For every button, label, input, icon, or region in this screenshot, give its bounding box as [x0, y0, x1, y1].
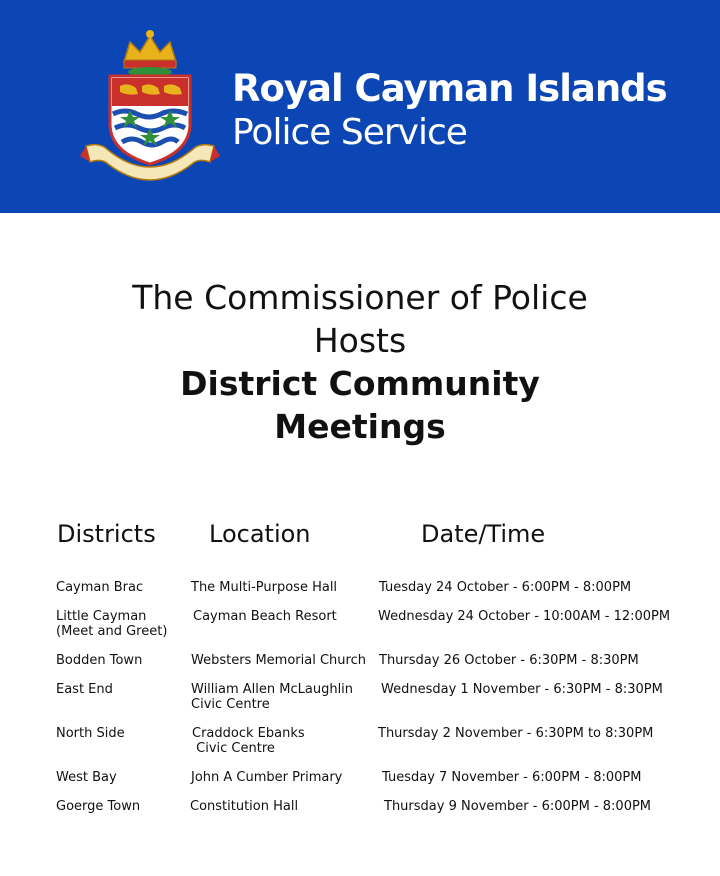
location-cell: John A Cumber Primary [191, 770, 343, 785]
title-line4: Meetings [274, 407, 446, 446]
datetime-cell: Wednesday 24 October - 10:00AM - 12:00PM [378, 609, 671, 624]
datetime-cell: Wednesday 1 November - 6:30PM - 8:30PM [381, 682, 663, 697]
district-cell: Cayman Brac [56, 580, 144, 595]
location-cell: Websters Memorial Church [191, 653, 366, 668]
title-line3: District Community [180, 364, 540, 403]
organization-name [232, 67, 667, 153]
column-header-districts: Districts [57, 520, 156, 548]
datetime-cell: Tuesday 24 October - 6:00PM - 8:00PM [379, 580, 632, 595]
location-cell: Constitution Hall [190, 799, 299, 814]
datetime-cell: Tuesday 7 November - 6:00PM - 8:00PM [382, 770, 642, 785]
location-cell: Craddock Ebanks [192, 726, 305, 741]
district-cell: Little Cayman [56, 609, 147, 624]
location-cell-line2: Civic Centre [191, 697, 270, 712]
datetime-cell: Thursday 2 November - 6:30PM to 8:30PM [378, 726, 654, 741]
title-line2: Hosts [313, 321, 407, 360]
location-cell: William Allen McLaughlin [191, 682, 354, 697]
district-cell: Goerge Town [56, 799, 141, 814]
coat-of-arms-logo [80, 24, 220, 184]
organization-name-line2: Police Service [232, 112, 467, 153]
location-cell: The Multi-Purpose Hall [191, 580, 338, 595]
header-banner [0, 0, 720, 213]
district-cell: North Side [56, 726, 125, 741]
datetime-cell: Thursday 26 October - 6:30PM - 8:30PM [379, 653, 639, 668]
district-cell: East End [56, 682, 113, 697]
location-cell: Cayman Beach Resort [193, 609, 337, 624]
district-cell: Bodden Town [56, 653, 143, 668]
title-line1: The Commissioner of Police [132, 278, 588, 317]
district-cell-note: (Meet and Greet) [56, 624, 168, 639]
page-title [0, 276, 720, 448]
location-cell-line2: Civic Centre [192, 741, 275, 756]
datetime-cell: Thursday 9 November - 6:00PM - 8:00PM [384, 799, 652, 814]
column-header-datetime: Date/Time [421, 520, 546, 548]
district-cell: West Bay [56, 770, 117, 785]
organization-name-line1: Royal Cayman Islands [232, 67, 667, 110]
column-header-location: Location [209, 520, 311, 548]
